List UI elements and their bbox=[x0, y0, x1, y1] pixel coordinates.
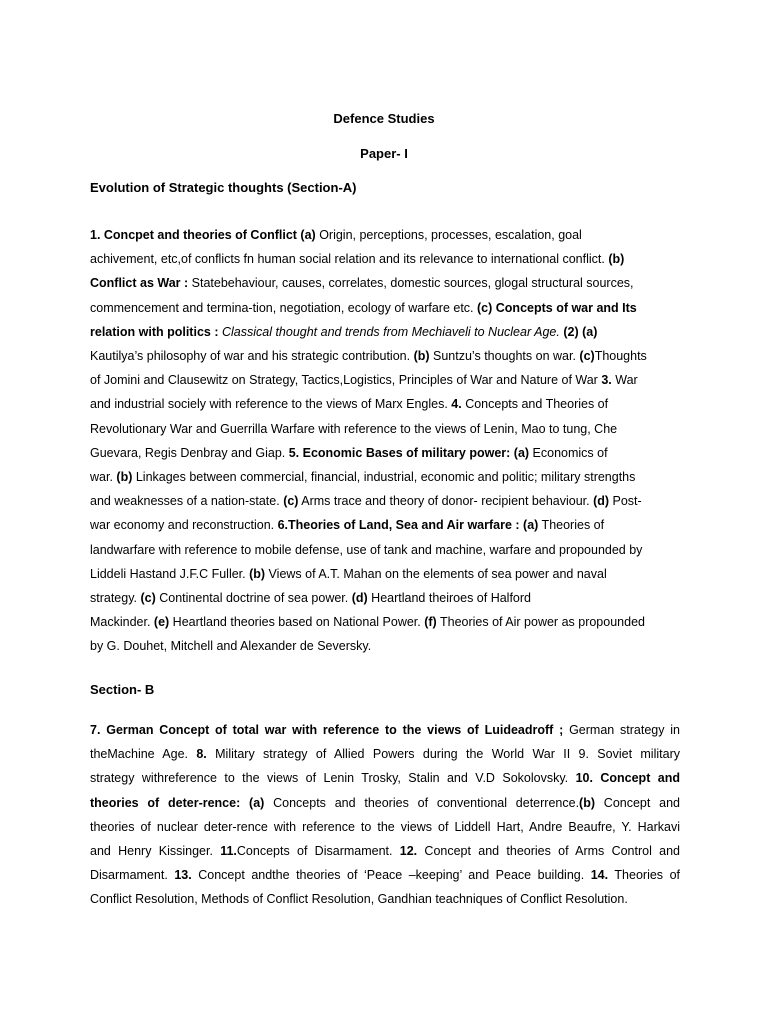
text-run: (c) bbox=[140, 591, 156, 606]
text-run: 8. bbox=[196, 747, 207, 762]
section-b-heading: Section- B bbox=[90, 682, 155, 697]
text-line bbox=[90, 791, 680, 815]
text-run: landwarfare with reference to mobile defense, use of tank and machine, warfare and propounded by bbox=[90, 542, 643, 557]
text-run: and weaknesses of a nation-state. bbox=[90, 494, 284, 509]
text-line bbox=[90, 586, 680, 610]
text-run: Heartland theories based on National Power. bbox=[169, 615, 425, 630]
text-run: 5. Economic Bases of military power: (a) bbox=[288, 445, 530, 460]
paper-label: Paper- I bbox=[360, 146, 408, 161]
text-run: 11. bbox=[220, 844, 237, 859]
text-run: Economics of bbox=[529, 445, 608, 460]
text-line bbox=[90, 538, 680, 562]
text-run: Theories of bbox=[538, 518, 605, 533]
text-run: Views of A.T. Mahan on the elements of sea power and naval bbox=[265, 566, 607, 581]
text-line bbox=[90, 766, 680, 790]
text-run: 14. bbox=[590, 868, 609, 883]
text-run: 4. bbox=[451, 397, 462, 412]
text-run: commencement and termina-tion, negotiation, ecology of warfare etc. bbox=[90, 300, 478, 315]
text-run: Revolutionary War and Guerrilla Warfare with reference to the views of Lenin, Mao to tung, Che bbox=[90, 421, 618, 436]
text-line bbox=[90, 320, 680, 344]
text-run: Kautilya’s philosophy of war and his strategic contribution. bbox=[90, 349, 414, 364]
text-line bbox=[90, 368, 680, 392]
text-line bbox=[90, 863, 680, 887]
text-run: (b) bbox=[579, 795, 596, 810]
text-run: theMachine Age. bbox=[90, 747, 197, 762]
text-line bbox=[90, 465, 680, 489]
text-line bbox=[90, 296, 680, 320]
text-run: (d) bbox=[351, 591, 368, 606]
text-line bbox=[90, 634, 680, 658]
text-run: 12. bbox=[399, 844, 418, 859]
text-run: (b) bbox=[608, 252, 625, 267]
text-run: of Jomini and Clausewitz on Strategy, Tactics,Logistics, Principles of War and Nature of War bbox=[90, 373, 602, 388]
text-run: Disarmament. bbox=[90, 868, 175, 883]
text-run: 10. Concept and bbox=[575, 771, 681, 786]
text-run: Mackinder. bbox=[90, 615, 154, 630]
text-line bbox=[90, 839, 680, 863]
text-line bbox=[90, 271, 680, 295]
text-run: Statebehaviour, causes, correlates, domestic sources, glogal structural sources, bbox=[191, 276, 634, 291]
text-run: Conflict as War : bbox=[90, 276, 192, 291]
text-run: Heartland theiroes of Halford bbox=[367, 591, 531, 606]
text-run: achivement, etc,of conflicts fn human social relation and its relevance to international conflict. bbox=[90, 252, 609, 267]
text-run: 3. bbox=[601, 373, 612, 388]
text-run: 6.Theories of Land, Sea and Air warfare : (a) bbox=[277, 518, 539, 533]
text-run: 1. Concpet and theories of Conflict (a) bbox=[90, 228, 316, 242]
text-run: relation with politics : bbox=[90, 324, 222, 339]
text-run: Concept and theories of Arms Control and bbox=[417, 844, 681, 859]
text-run: 13. bbox=[174, 868, 192, 883]
text-line bbox=[90, 513, 680, 537]
text-run: War bbox=[611, 373, 638, 388]
text-run: Post- bbox=[609, 494, 642, 509]
text-run: Suntzu’s thoughts on war. bbox=[429, 349, 580, 364]
text-run: Continental doctrine of sea power. bbox=[155, 591, 352, 606]
text-line bbox=[90, 815, 680, 839]
text-run: theories of deter-rence: (a) bbox=[90, 795, 265, 810]
text-run: (e) bbox=[153, 615, 170, 630]
text-run: Origin, perceptions, processes, escalation, goal bbox=[315, 228, 582, 242]
text-run: German strategy in bbox=[563, 723, 681, 737]
text-run: and industrial sociely with reference to the views of Marx Engles. bbox=[90, 397, 452, 412]
text-line bbox=[90, 718, 680, 742]
doc-title: Defence Studies bbox=[333, 111, 435, 126]
text-run: and Henry Kissinger. bbox=[90, 844, 221, 859]
text-line bbox=[90, 344, 680, 368]
text-run: (b) bbox=[249, 566, 266, 581]
text-run: Liddeli Hastand J.F.C Fuller. bbox=[90, 566, 250, 581]
text-run: war economy and reconstruction. bbox=[90, 518, 278, 533]
section-a-body bbox=[90, 223, 680, 659]
text-run: Guevara, Regis Denbray and Giap. bbox=[90, 445, 289, 460]
text-run: Arms trace and theory of donor- recipient behaviour. bbox=[298, 494, 594, 509]
text-run: 7. German Concept of total war with reference to the views of Luideadroff ; bbox=[90, 723, 564, 737]
section-a-heading: Evolution of Strategic thoughts (Section-A) bbox=[90, 180, 357, 195]
text-run: Concepts and theories of conventional deterrence. bbox=[264, 795, 580, 810]
text-line bbox=[90, 223, 680, 247]
section-b-body bbox=[90, 718, 680, 912]
text-run: Conflict Resolution, Methods of Conflict Resolution, Gandhian teachniques of Conflict Resolution. bbox=[90, 892, 628, 907]
text-run: Theories of bbox=[608, 868, 680, 883]
text-run: (b) bbox=[116, 470, 133, 485]
text-line bbox=[90, 562, 680, 586]
text-line bbox=[90, 441, 680, 465]
text-run: (c) bbox=[283, 494, 299, 509]
text-run: Linkages between commercial, financial, industrial, economic and politic; military strengths bbox=[132, 470, 636, 485]
text-run: (b) bbox=[413, 349, 430, 364]
text-run: Classical thought and trends from Mechiaveli to Nuclear Age. bbox=[221, 324, 560, 339]
text-run: strategy withreference to the views of Lenin Trosky, Stalin and V.D Sokolovsky. bbox=[90, 771, 576, 786]
text-run: (c) Concepts of war and Its bbox=[477, 300, 637, 315]
text-run: (c) bbox=[579, 349, 595, 364]
text-run: Military strategy of Allied Powers during the World War II 9. Soviet military bbox=[206, 747, 680, 762]
text-run: theories of nuclear deter-rence with reference to the views of Liddell Hart, Andre Beaufre, Y. Harkavi bbox=[90, 819, 680, 834]
text-run: Concepts of Disarmament. bbox=[236, 844, 400, 859]
text-run: by G. Douhet, Mitchell and Alexander de Seversky. bbox=[90, 639, 372, 654]
text-line bbox=[90, 742, 680, 766]
text-run: Thoughts bbox=[594, 349, 647, 364]
text-line bbox=[90, 610, 680, 634]
text-run: strategy. bbox=[90, 591, 141, 606]
text-line bbox=[90, 489, 680, 513]
text-run: (f) bbox=[424, 615, 437, 630]
text-run: Concepts and Theories of bbox=[461, 397, 609, 412]
text-line bbox=[90, 247, 680, 271]
text-line bbox=[90, 417, 680, 441]
text-run: (d) bbox=[593, 494, 610, 509]
text-run: Concept and bbox=[595, 795, 681, 810]
text-line bbox=[90, 392, 680, 416]
text-run: Concept andthe theories of ‘Peace –keeping’ and Peace building. bbox=[191, 868, 591, 883]
text-run: war. bbox=[90, 470, 117, 485]
text-line bbox=[90, 887, 680, 911]
text-run: (2) (a) bbox=[563, 324, 598, 339]
text-run: Theories of Air power as propounded bbox=[436, 615, 645, 630]
